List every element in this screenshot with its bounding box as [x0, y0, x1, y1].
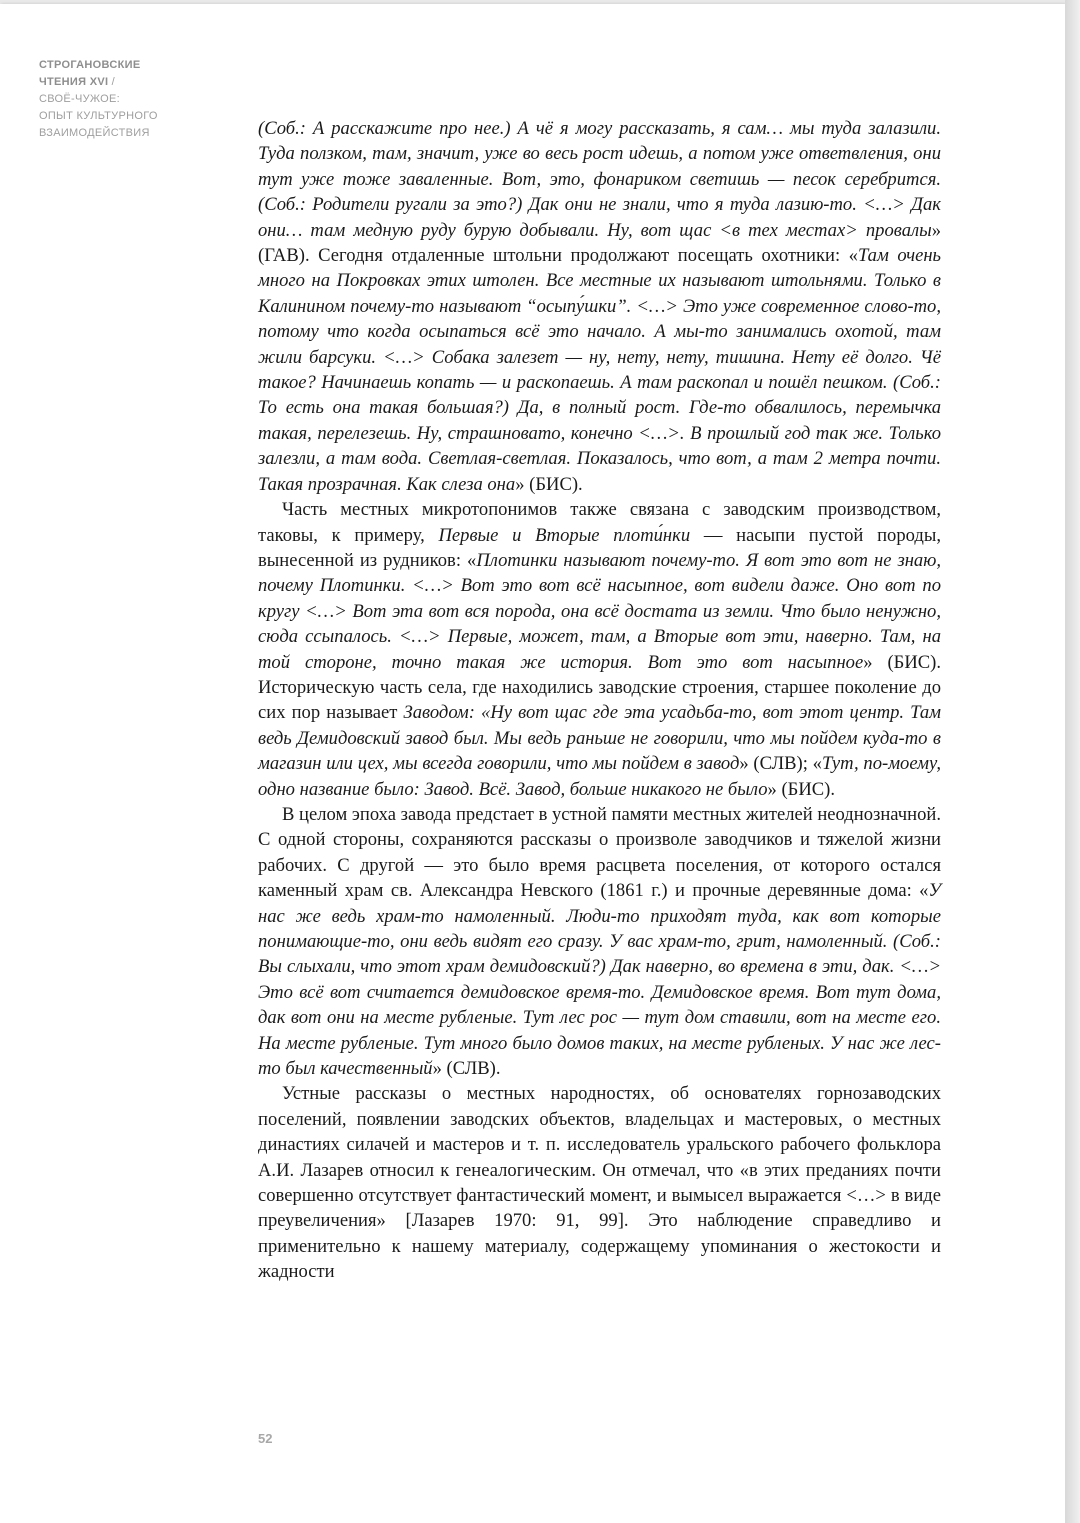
body-text	[258, 116, 941, 1285]
text-run: В целом эпоха завода предстает в устной памяти местных жителей неоднозначной. С одной стороны, сохраняются рассказы о произволе заводчиков и тяжелой жизни рабочих. С другой — это было время расцвета поселения, от которого остался каменный храм св. Александра Невского (1861 г.) и прочные деревянные дома: «	[258, 803, 942, 902]
paragraph	[258, 802, 941, 1081]
text-run: — насыпи пустой породы, вынесенной из рудников: «	[258, 524, 941, 571]
quote-italic: Плотинки называют почему-то. Я вот это вот не знаю, почему Плотинки. <…> Вот это вот всё насыпное, вот видели даже. Оно вот по кругу <…> Вот эта вот вся порода, она всё достата из земли. Что было ненужно, сюда ссыпалось. <…> Первые, может, там, а Вторые вот эти, наверно. Там, на той стороне, точно такая же история. Вот это вот насыпное	[258, 549, 941, 673]
paragraph	[258, 497, 941, 802]
quote-italic: Заводом: «Ну вот щас где эта усадьба-то, вот этот центр. Там ведь Демидовский завод был. Мы ведь раньше не говорили, что мы пойдем куда-то в магазин или цех, мы всегда говорили, что мы пойдем в завод	[258, 702, 941, 775]
quote-italic: Тут, по-моему, одно название было: Завод. Всё. Завод, больше никакого не было	[258, 753, 941, 800]
page-edge	[1065, 0, 1080, 1523]
paragraph	[258, 116, 941, 497]
header-line-2: ЧТЕНИЯ XVI	[39, 76, 109, 88]
paragraph	[258, 1081, 941, 1284]
quote-italic: Первые и Вторые плоти́нки	[438, 524, 691, 546]
header-line-4: ОПЫТ КУЛЬТУРНОГО	[39, 110, 158, 122]
page-number: 52	[258, 1431, 273, 1446]
text-run: » (БИС).	[515, 473, 583, 495]
header-separator: /	[108, 76, 116, 88]
quote-italic: У нас же ведь храм-то намоленный. Люди-то приходят туда, как вот которые понимающие-то, они ведь видят его сразу. У вас храм-то, грит, намоленный. (Соб.: Вы слыхали, что этот храм демидовский?) Дак наверно, во времена в эти, дак. <…> Это всё вот считается демидовское время-то. Демидовское время. Вот тут дома, дак вот они на месте рубленые. Тут лес рос — тут дом ставили, вот на месте его. На месте рубленые. Тут много было домов таких, на месте рубленых. У нас же лес-то был качественный	[258, 880, 941, 1080]
text-run: » (БИС).	[767, 778, 835, 800]
header-line-1: СТРОГАНОВСКИЕ	[39, 59, 141, 71]
text-run: » (ГАВ). Сегодня отдаленные штольни продолжают посещать охотники: «	[258, 219, 941, 267]
document-page	[0, 4, 1065, 1523]
quote-italic: (Соб.: А расскажите про нее.) А чё я могу рассказать, я сам… мы туда залазили. Туда ползком, там, значит, уже во весь рост идешь, а потом уже ответвления, они тут уже тоже заваленные. Вот, это, фонариком светишь — песок серебрится. (Соб.: Родители ругали за это?) Дак они не знали, что я туда лазию-то. <…> Дак они… там медную руду бурую добывали. Ну, вот щас <в тех местах> провалы	[258, 118, 941, 241]
text-run: Часть местных микротопонимов также связана с заводским производством, таковы, к примеру,	[258, 499, 941, 546]
quote-italic: Там очень много на Покровках этих штолен. Все местные их называют штольнями. Только в Калинином почему-то называют “осыпу́шки”. <…> Это уже современное слово-то, потому что когда осыпаться всё это начало. А мы-то занимались охотой, там жили барсуки. <…> Собака залезет — ну, нету, нету, тишина. Нету её долго. Чё такое? Начинаешь копать — и раскопаешь. А там раскопал и пошёл пешком. (Соб.: То есть она такая большая?) Да, в полный рост. Где-то обвалилось, перемычка такая, перелезешь. Ну, страшновато, конечно <…>. В прошлый год так же. Только залезли, а там вода. Светлая-светлая. Показалось, что вот, а там 2 метра почти. Такая прозрачная. Как слеза она	[258, 245, 942, 495]
text-run: » (СЛВ).	[432, 1058, 501, 1080]
running-header	[39, 57, 239, 142]
text-run: » (БИС). Историческую часть села, где находились заводские строения, старшее поколение до сих пор называет	[258, 651, 942, 724]
text-run: » (СЛВ); «	[739, 753, 822, 775]
header-line-5: ВЗАИМОДЕЙСТВИЯ	[39, 127, 150, 139]
header-line-3: СВОЁ-ЧУЖОЕ:	[39, 93, 120, 105]
text-run: Устные рассказы о местных народностях, об основателях горнозаводских поселений, появлении заводских объектов, владельцах и мастеровых, о местных династиях силачей и мастеров и т. п. исследователь уральского рабочего фольклора А.И. Лазарев относил к генеалогическим. Он отмечал, что «в этих преданиях почти совершенно отсутствует фантастический момент, и вымысел выражается <…> в виде преувеличения» [Лазарев 1970: 91, 99]. Это наблюдение справедливо и применительно к нашему материалу, содержащему упоминания о жестокости и жадности	[258, 1083, 941, 1283]
